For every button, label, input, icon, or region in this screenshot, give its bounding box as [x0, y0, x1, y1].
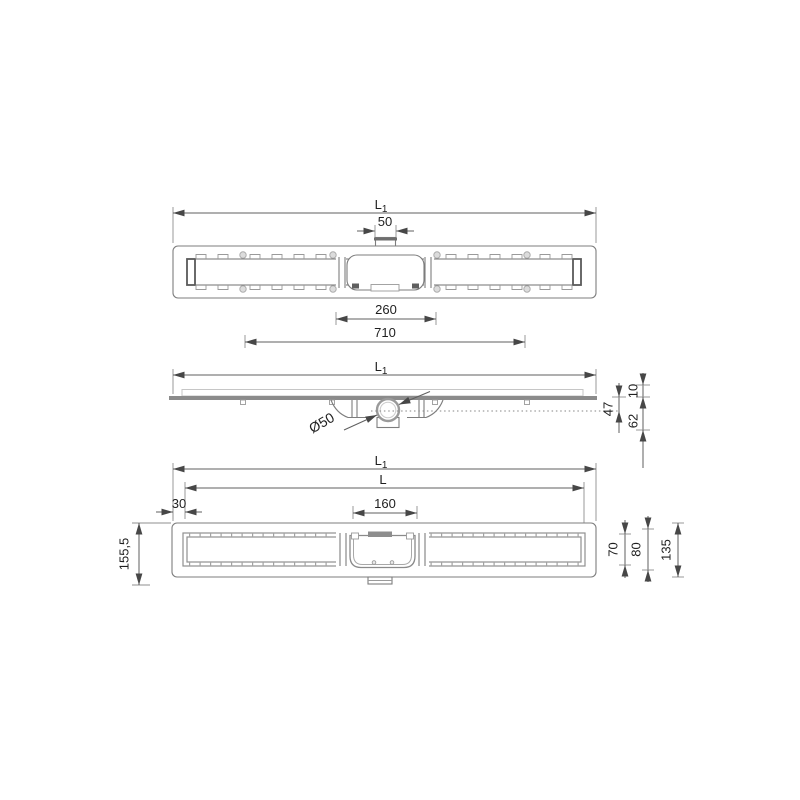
side-dim-dia50-label: Ø50 [306, 409, 337, 437]
plan-dim-l1-label: $L_1$ [374, 197, 388, 215]
side-dim-47 [600, 383, 626, 433]
plan-dim-710-label: 710 [374, 325, 396, 340]
side-dim-10-label: 10 [625, 383, 641, 399]
side-dim-62-label: 62 [625, 413, 641, 429]
front-dim-135-label: 135 [658, 539, 674, 561]
side-view [169, 359, 650, 468]
front-view [116, 453, 684, 585]
front-dim-30-label: 30 [171, 496, 187, 511]
plan-dim-260 [336, 302, 436, 325]
front-dim-70 [605, 520, 631, 578]
plan-drain-assembly [336, 255, 434, 291]
front-dim-135 [658, 523, 684, 577]
front-dim-80 [628, 516, 654, 582]
side-trap [331, 399, 443, 428]
front-dim-l-label: L [379, 472, 387, 487]
front-dim-80-label: 80 [628, 542, 644, 557]
side-dim-47-label: 47 [600, 401, 616, 417]
front-drain-assembly [336, 530, 429, 569]
plan-dim-50 [357, 214, 414, 238]
front-dim-155-label: 155,5 [116, 537, 132, 571]
front-dim-l1-label: $L_1$ [374, 453, 388, 471]
front-dim-30 [156, 496, 202, 519]
plan-dim-710 [245, 325, 525, 348]
side-dim-10-62 [625, 373, 650, 468]
front-dim-70-label: 70 [605, 542, 621, 557]
plan-dim-260-label: 260 [375, 302, 397, 317]
plan-view [173, 197, 596, 348]
front-dim-160 [353, 496, 417, 519]
front-dim-160-label: 160 [374, 496, 396, 511]
front-dim-155 [116, 523, 171, 585]
front-outlet-tab [368, 577, 392, 584]
plan-dim-50-label: 50 [377, 214, 393, 229]
side-dim-l1 [173, 359, 596, 394]
side-dim-l1-label: $L_1$ [374, 359, 388, 377]
